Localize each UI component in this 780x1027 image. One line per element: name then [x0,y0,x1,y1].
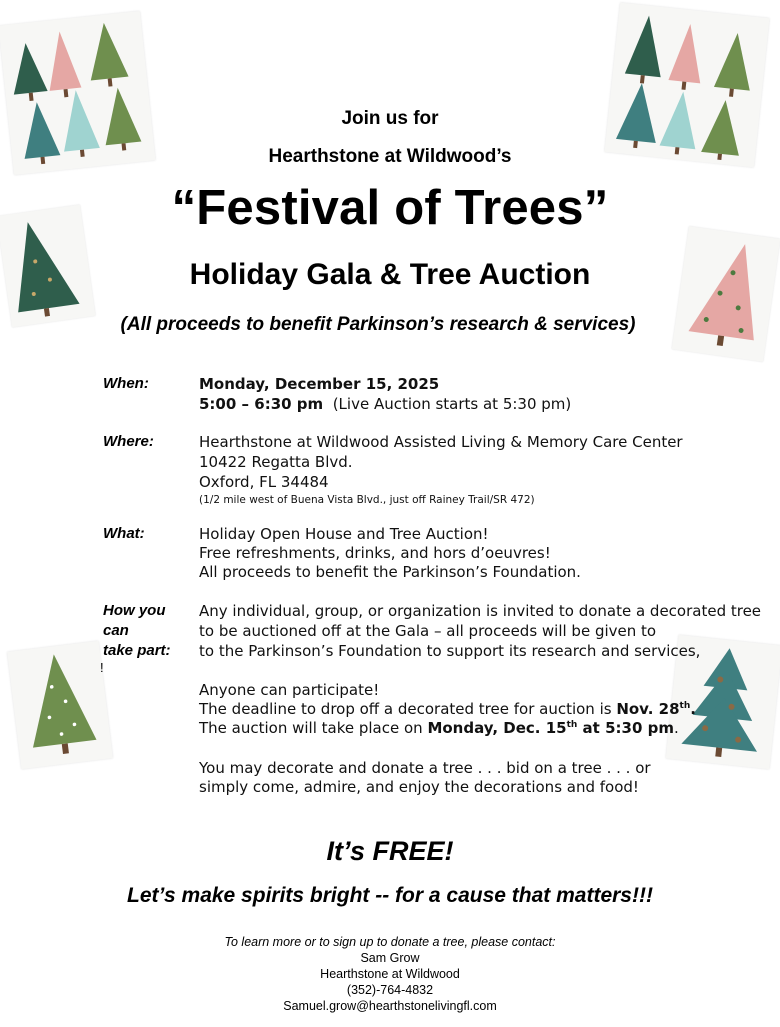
deadline-line: The deadline to drop off a decorated tree for auction is Nov. 28th. [199,700,696,718]
what-line: Holiday Open House and Tree Auction! [199,525,489,543]
contact-intro: To learn more or to sign up to donate a tree, please contact: [224,935,556,949]
where-line: 10422 Regatta Blvd. [199,453,353,471]
where-line: Oxford, FL 34484 [199,473,329,491]
where-label: Where: [103,433,154,450]
tree-illustration-right-upper [672,226,780,362]
contact-email[interactable]: Samuel.grow@hearthstonelivingfl.com [283,999,497,1013]
contact-block [0,934,780,1014]
anyone-line: Anyone can participate! [199,681,380,699]
how-para3-line: You may decorate and donate a tree . . . bid on a tree . . . or [199,759,651,777]
when-date: Monday, December 15, 2025 [199,375,440,393]
tree-illustration-top-right [605,3,770,168]
tree-illustration-left-lower [7,641,113,769]
what-label: What: [103,525,145,542]
how-para3-line: simply come, admire, and enjoy the decorations and food! [199,778,639,796]
what-line: Free refreshments, drinks, and hors d’oeuvres! [199,544,551,562]
contact-org: Hearthstone at Wildwood [320,967,460,981]
contact-name: Sam Grow [360,951,420,965]
host-line: Hearthstone at Wildwood’s [268,146,512,167]
where-line: Hearthstone at Wildwood Assisted Living & Memory Care Center [199,433,683,451]
how-para1-line: to be auctioned off at the Gala – all proceeds will be given to [199,622,657,640]
how-label-line: can [103,622,129,639]
event-title: “Festival of Trees” [171,181,609,235]
how-label-stray-mark: ! [100,660,104,675]
when-label: When: [103,375,149,392]
tagline: Let’s make spirits bright -- for a cause that matters!!! [127,884,653,907]
contact-phone[interactable]: (352)-764-4832 [346,983,434,997]
what-line: All proceeds to benefit the Parkinson’s Foundation. [199,563,581,581]
how-para1-line: to the Parkinson’s Foundation to support its research and services, [199,642,701,660]
how-label-line: take part: [103,642,171,659]
where-directions: (1/2 mile west of Buena Vista Blvd., just off Rainey Trail/SR 472) [199,494,535,506]
proceeds-note: (All proceeds to benefit Parkinson’s research & services) [120,314,636,335]
how-label-line: How you [103,602,166,619]
event-subtitle: Holiday Gala & Tree Auction [189,258,591,291]
free-banner: It’s FREE! [326,836,454,866]
intro-line: Join us for [341,108,439,129]
auction-line: The auction will take place on Monday, Dec. 15th at 5:30 pm. [199,719,679,737]
when-time: 5:00 – 6:30 pm (Live Auction starts at 5:30 pm) [199,395,572,413]
how-para1-line: Any individual, group, or organization is invited to donate a decorated tree [199,602,762,620]
